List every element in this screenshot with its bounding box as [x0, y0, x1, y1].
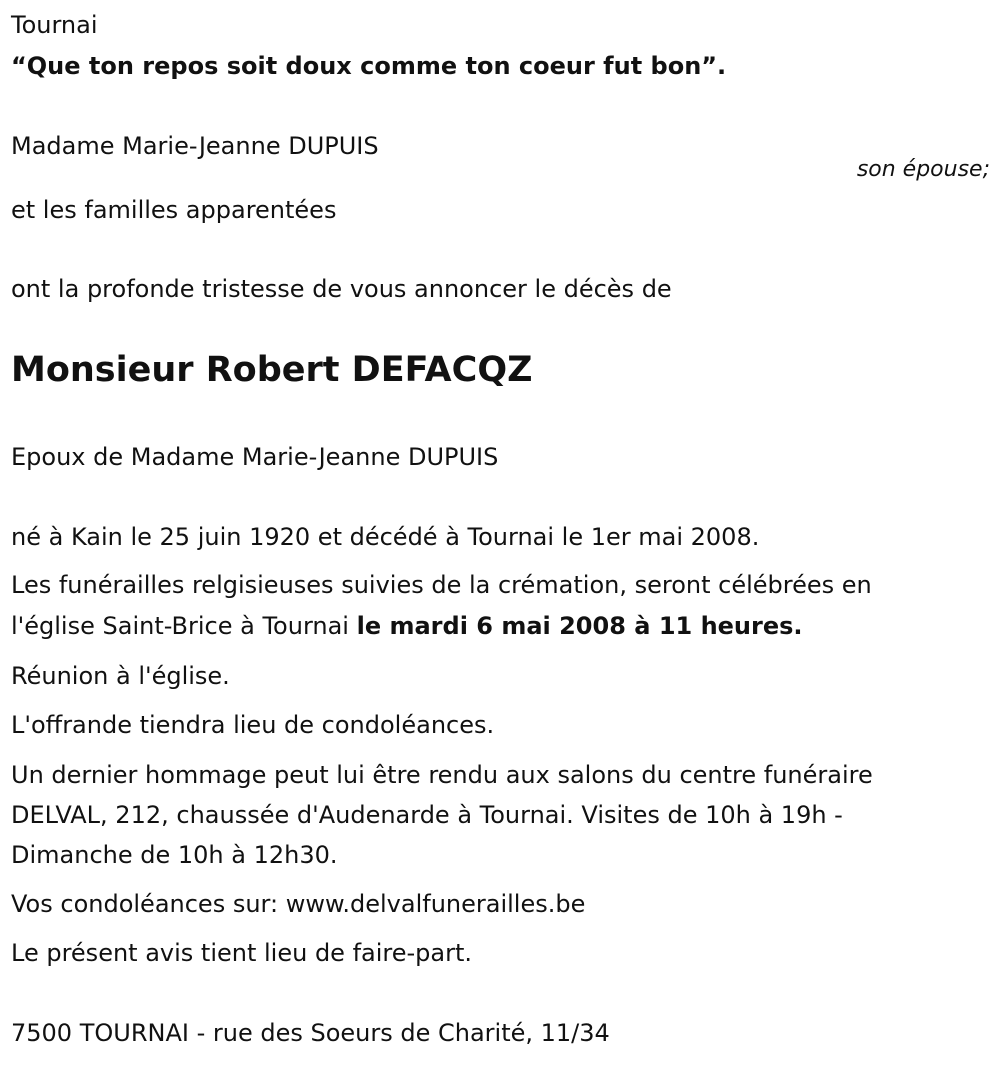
tribute-line-3: Dimanche de 10h à 12h30.: [11, 841, 338, 869]
deceased-name: Monsieur Robert DEFACQZ: [11, 350, 533, 390]
spouse-name: Madame Marie-Jeanne DUPUIS: [11, 132, 379, 160]
city-heading: Tournai: [11, 11, 98, 39]
funeral-datetime: le mardi 6 mai 2008 à 11 heures.: [356, 612, 803, 640]
spouse-relation: son épouse;: [856, 157, 990, 182]
tribute-line-1: Un dernier hommage peut lui être rendu aux salons du centre funéraire: [11, 761, 873, 789]
offering-line: L'offrande tiendra lieu de condoléances.: [11, 711, 495, 739]
notice-line: Le présent avis tient lieu de faire-part.: [11, 939, 473, 967]
funeral-line-1: Les funérailles relgisieuses suivies de la crémation, seront célébrées en: [11, 571, 872, 599]
condolences-line: Vos condoléances sur: www.delvalfunerailles.be: [11, 890, 586, 918]
announcement-line: ont la profonde tristesse de vous annoncer le décès de: [11, 275, 672, 303]
relatives-line: et les familles apparentées: [11, 196, 337, 224]
tribute-line-2: DELVAL, 212, chaussée d'Audenarde à Tournai. Visites de 10h à 19h -: [11, 801, 843, 829]
quote: “Que ton repos soit doux comme ton coeur fut bon”.: [11, 52, 727, 80]
spouse-of-line: Epoux de Madame Marie-Jeanne DUPUIS: [11, 443, 499, 471]
address-line: 7500 TOURNAI - rue des Soeurs de Charité, 11/34: [11, 1019, 610, 1047]
funeral-location: l'église Saint-Brice à Tournai: [11, 612, 357, 640]
meeting-line: Réunion à l'église.: [11, 662, 230, 690]
birth-death-line: né à Kain le 25 juin 1920 et décédé à Tournai le 1er mai 2008.: [11, 523, 760, 551]
funeral-line-2: [11, 606, 803, 646]
